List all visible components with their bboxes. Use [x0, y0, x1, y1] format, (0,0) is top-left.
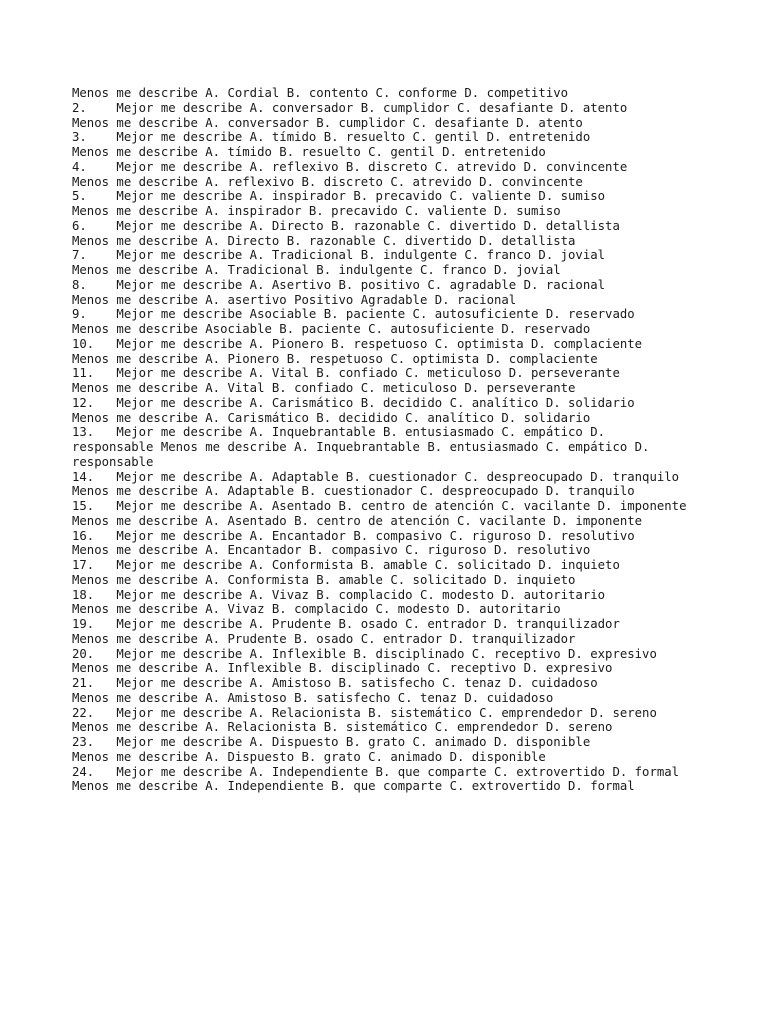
text-line: Menos me describe Asociable B. paciente C. autosuficiente D. reservado [72, 322, 591, 336]
text-line: Menos me describe A. Pionero B. respetuoso C. optimista D. complaciente [72, 351, 598, 366]
text-line: Menos me describe A. Encantador B. compasivo C. riguroso D. resolutivo [72, 543, 591, 558]
text-line: Menos me describe A. Directo B. razonable C. divertido D. detallista [72, 233, 576, 248]
text-line: 2. Mejor me describe A. conversador B. cumplidor C. desafiante D. atento [72, 100, 628, 115]
text-line: 21. Mejor me describe A. Amistoso B. satisfecho C. tenaz D. cuidadoso [72, 676, 598, 690]
text-line: 10. Mejor me describe A. Pionero B. respetuoso C. optimista D. complaciente [72, 336, 643, 351]
text-line: 15. Mejor me describe A. Asentado B. centro de atención C. vacilante D. imponente [72, 499, 687, 513]
text-line: 22. Mejor me describe A. Relacionista B. sistemático C. emprendedor D. sereno [72, 705, 657, 720]
text-line: Menos me describe A. inspirador B. precavido C. valiente D. sumiso [72, 204, 561, 218]
text-line: 7. Mejor me describe A. Tradicional B. indulgente C. franco D. jovial [72, 248, 606, 263]
text-line: Menos me describe A. conversador B. cumplidor C. desafiante D. atento [72, 115, 583, 130]
text-line: responsable Menos me describe A. Inquebrantable B. entusiasmado C. empático D. [72, 440, 650, 454]
text-line: Menos me describe A. Amistoso B. satisfecho C. tenaz D. cuidadoso [72, 690, 554, 705]
text-line: Menos me describe A. asertivo Positivo Agradable D. racional [72, 292, 517, 307]
text-line: Menos me describe A. Carismático B. decidido C. analítico D. solidario [72, 410, 591, 425]
text-line: Menos me describe A. tímido B. resuelto C. gentil D. entretenido [72, 145, 546, 159]
text-line: Menos me describe A. Vital B. confiado C. meticuloso D. perseverante [72, 381, 576, 395]
text-line: 4. Mejor me describe A. reflexivo B. discreto C. atrevido D. convincente [72, 159, 628, 174]
text-line: 18. Mejor me describe A. Vivaz B. complacido C. modesto D. autoritario [72, 587, 606, 602]
text-line: 12. Mejor me describe A. Carismático B. decidido C. analítico D. solidario [72, 395, 635, 410]
text-line: Menos me describe A. Dispuesto B. grato C. animado D. disponible [72, 749, 546, 764]
text-line: 11. Mejor me describe A. Vital B. confiado C. meticuloso D. perseverante [72, 366, 620, 381]
text-line: responsable [72, 454, 154, 469]
text-line: 5. Mejor me describe A. inspirador B. precavido C. valiente D. sumiso [72, 189, 606, 204]
text-line: 23. Mejor me describe A. Dispuesto B. grato C. animado D. disponible [72, 735, 591, 749]
text-line: Menos me describe A. reflexivo B. discreto C. atrevido D. convincente [72, 174, 583, 189]
text-line: Menos me describe A. Cordial B. contento C. conforme D. competitivo [72, 86, 569, 100]
text-line: 24. Mejor me describe A. Independiente B. que comparte C. extrovertido D. formal [72, 764, 680, 779]
text-line: 6. Mejor me describe A. Directo B. razonable C. divertido D. detallista [72, 218, 620, 233]
text-line: 9. Mejor me describe Asociable B. paciente C. autosuficiente D. reservado [72, 307, 635, 322]
text-line: 16. Mejor me describe A. Encantador B. compasivo C. riguroso D. resolutivo [72, 528, 635, 543]
text-line: Menos me describe A. Inflexible B. disciplinado C. receptivo D. expresivo [72, 661, 613, 676]
text-line: Menos me describe A. Prudente B. osado C. entrador D. tranquilizador [72, 631, 576, 646]
questionnaire-text [72, 86, 712, 794]
text-line: 13. Mejor me describe A. Inquebrantable B. entusiasmado C. empático D. [72, 425, 606, 440]
text-line: Menos me describe A. Asentado B. centro de atención C. vacilante D. imponente [72, 513, 643, 528]
text-line: 20. Mejor me describe A. Inflexible B. disciplinado C. receptivo D. expresivo [72, 646, 657, 661]
text-line: Menos me describe A. Conformista B. amable C. solicitado D. inquieto [72, 572, 576, 587]
text-line: 14. Mejor me describe A. Adaptable B. cuestionador C. despreocupado D. tranquilo [72, 469, 680, 484]
text-line: Menos me describe A. Adaptable B. cuestionador C. despreocupado D. tranquilo [72, 484, 635, 499]
text-line: Menos me describe A. Tradicional B. indulgente C. franco D. jovial [72, 263, 561, 277]
text-line: 19. Mejor me describe A. Prudente B. osado C. entrador D. tranquilizador [72, 617, 620, 631]
text-line: 17. Mejor me describe A. Conformista B. amable C. solicitado D. inquieto [72, 558, 620, 572]
text-line: 3. Mejor me describe A. tímido B. resuelto C. gentil D. entretenido [72, 130, 591, 145]
text-line: Menos me describe A. Vivaz B. complacido C. modesto D. autoritario [72, 602, 561, 617]
text-line: Menos me describe A. Independiente B. que comparte C. extrovertido D. formal [72, 779, 635, 794]
text-line: 8. Mejor me describe A. Asertivo B. positivo C. agradable D. racional [72, 277, 606, 292]
text-line: Menos me describe A. Relacionista B. sistemático C. emprendedor D. sereno [72, 720, 613, 735]
